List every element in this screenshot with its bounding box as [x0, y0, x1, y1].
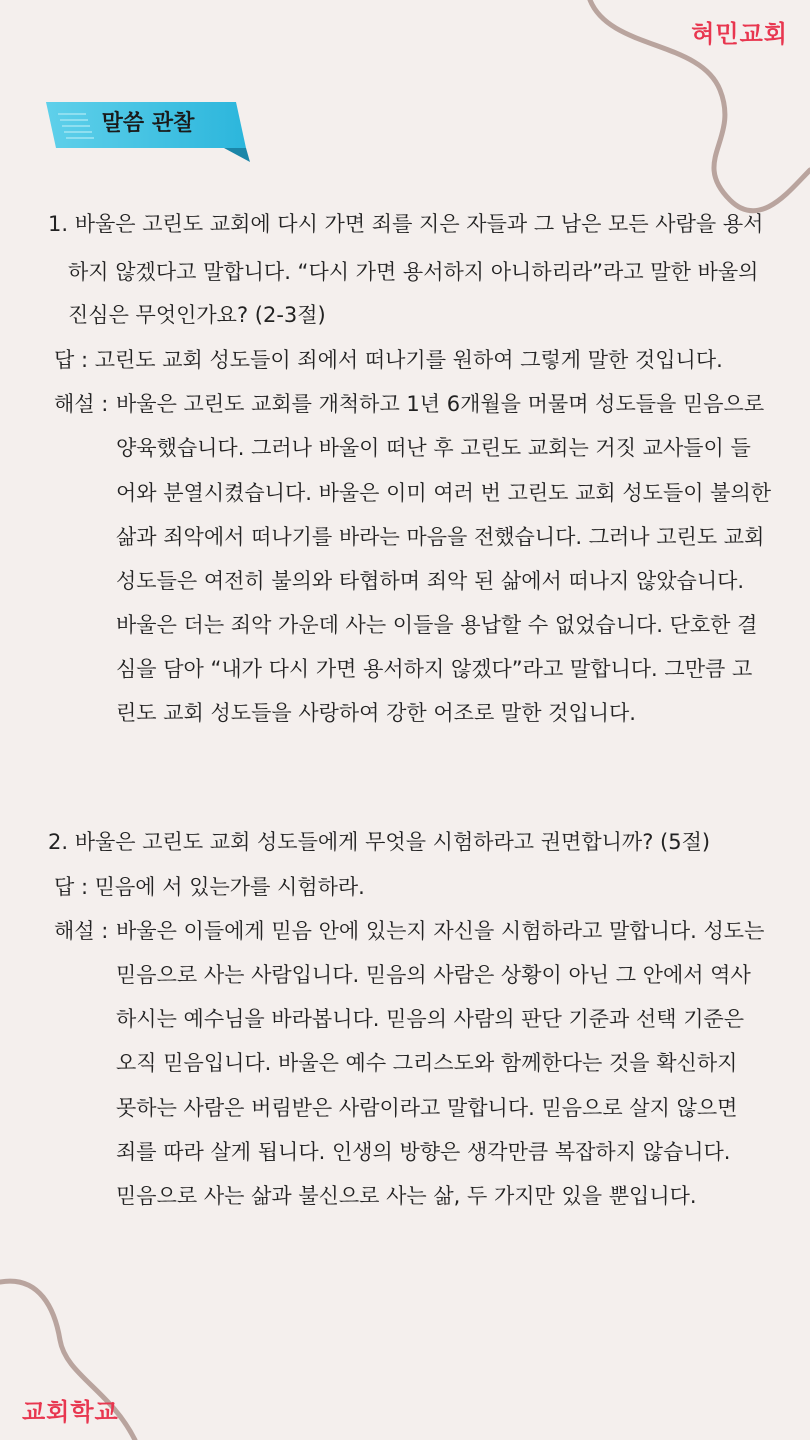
- answer-1: 답 : 고린도 교회 성도들이 죄에서 떠나기를 원하여 그렇게 말한 것입니다.: [54, 348, 723, 372]
- answer-2: 답 : 믿음에 서 있는가를 시험하라.: [54, 875, 365, 899]
- explanation-1-line-8: 린도 교회 성도들을 사랑하여 강한 어조로 말한 것입니다.: [116, 701, 636, 725]
- church-school-bottom: 교회학교: [22, 1398, 119, 1426]
- explanation-2-line-3: 하시는 예수님을 바라봅니다. 믿음의 사람의 판단 기준과 선택 기준은: [116, 1007, 745, 1031]
- question-2-line-1: 2. 바울은 고린도 교회 성도들에게 무엇을 시험하라고 권면합니까? (5절): [48, 830, 711, 854]
- explanation-1-line-2: 양육했습니다. 그러나 바울이 떠난 후 고린도 교회는 거짓 교사들이 들: [116, 436, 751, 460]
- explanation-2-line-2: 믿음으로 사는 사람입니다. 믿음의 사람은 상황이 아닌 그 안에서 역사: [116, 963, 751, 987]
- explanation-1-line-1: 바울은 고린도 교회를 개척하고 1년 6개월을 머물며 성도들을 믿음으로: [116, 392, 765, 416]
- question-1-line-2: 하지 않겠다고 말합니다. “다시 가면 용서하지 아니하리라”라고 말한 바울의: [68, 260, 759, 284]
- explanation-2-line-1: 바울은 이들에게 믿음 안에 있는지 자신을 시험하라고 말합니다. 성도는: [116, 919, 765, 943]
- explanation-2-line-5: 못하는 사람은 버림받은 사람이라고 말합니다. 믿음으로 살지 않으면: [116, 1096, 738, 1120]
- church-name-top: 혀민교회: [691, 20, 788, 48]
- explanation-1-line-4: 삶과 죄악에서 떠나기를 바라는 마음을 전했습니다. 그러나 고린도 교회: [116, 525, 765, 549]
- explanation-1-line-3: 어와 분열시켰습니다. 바울은 이미 여러 번 고린도 교회 성도들이 불의한: [116, 481, 772, 505]
- explanation-1-line-7: 심을 담아 “내가 다시 가면 용서하지 않겠다”라고 말합니다. 그만큼 고: [116, 657, 753, 681]
- explanation-2-line-7: 믿음으로 사는 삶과 불신으로 사는 삶, 두 가지만 있을 뿐입니다.: [116, 1184, 697, 1208]
- explanation-2-line-4: 오직 믿음입니다. 바울은 예수 그리스도와 함께한다는 것을 확신하지: [116, 1051, 738, 1075]
- explanation-1-line-5: 성도들은 여전히 불의와 타협하며 죄악 된 삶에서 떠나지 않았습니다.: [116, 569, 745, 593]
- explanation-1-line-6: 바울은 더는 죄악 가운데 사는 이들을 용납할 수 없었습니다. 단호한 결: [116, 613, 758, 637]
- question-1-line-3: 진심은 무엇인가요? (2-3절): [68, 303, 326, 327]
- section-banner: [46, 100, 256, 164]
- explanation-2-label: 해설 :: [54, 919, 109, 943]
- question-1-line-1: 1. 바울은 고린도 교회에 다시 가면 죄를 지은 자들과 그 남은 모든 사람을 용서: [48, 212, 764, 236]
- explanation-2-line-6: 죄를 따라 살게 됩니다. 인생의 방향은 생각만큼 복잡하지 않습니다.: [116, 1140, 731, 1164]
- explanation-1-label: 해설 :: [54, 392, 109, 416]
- banner-title: 말씀 관찰: [101, 111, 195, 136]
